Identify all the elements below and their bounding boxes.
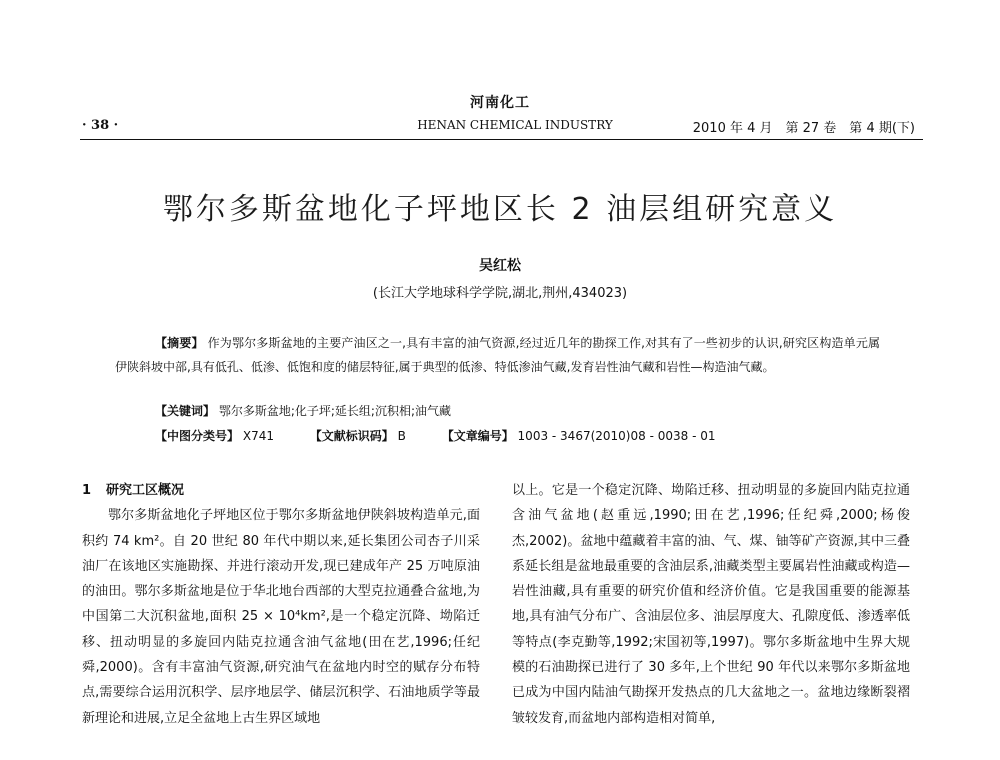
clc-value: X741 [242,429,274,443]
article-number-value: 1003 - 3467(2010)08 - 0038 - 01 [517,429,716,443]
classification-line [155,427,715,444]
section-title: 研究工区概况 [106,483,185,498]
left-column [82,478,480,731]
doc-code-value: B [397,429,406,443]
article-title: 鄂尔多斯盆地化子坪地区长 2 油层组研究意义 [162,192,838,227]
author-name: 吴红松 [479,258,521,274]
clc-label: 【中图分类号】 [155,429,240,443]
body-paragraph-right: 以上。它是一个稳定沉降、坳陷迁移、扭动明显的多旋回内陆克拉通含油气盆地(赵重远,1990;田在艺,1996;任纪舜,2000;杨俊杰,2002)。盆地中蕴藏着丰富的油、气、煤、铀等矿产资源,其中三叠系延长组是盆地最重要的含油层系,油藏类型主要属岩性油藏或构造—岩性油藏,具有重要的研究价值和经济价值。它是我国重要的能源基地,具有油气分布广、含油层位多、油层厚度大、孔隙度低、渗透率低等特点(李克勤等,1992;宋国初等,1997)。鄂尔多斯盆地中生界大规模的石油勘探已进行了 30 多年,上个世纪 90 年代以来鄂尔多斯盆地已成为中国内陆油气勘探开发热点的几大盆地之一。盆地边缘断裂褶皱较发育,而盆地内部构造相对简单, [512,483,910,726]
keywords [155,402,451,419]
issue-info: 2010 年 4 月 第 27 卷 第 4 期(下) [692,121,915,136]
abstract-label: 【摘要】 [155,336,204,350]
section-number: 1 [82,483,92,498]
page-number: · 38 · [82,118,119,133]
journal-name-en: HENAN CHEMICAL INDUSTRY [417,118,613,132]
section-heading [82,478,480,503]
header-rule [80,139,923,140]
doc-code-label: 【文献标识码】 [309,429,394,443]
keywords-text: 鄂尔多斯盆地;化子坪;延长组;沉积相;油气藏 [218,404,452,418]
abstract [115,331,880,379]
author-affiliation: (长江大学地球科学学院,湖北,荆州,434023) [372,286,628,301]
right-column [512,478,910,731]
article-number-label: 【文章编号】 [441,429,514,443]
abstract-text: 作为鄂尔多斯盆地的主要产油区之一,具有丰富的油气资源,经过近几年的勘探工作,对其有了一些初步的认识,研究区构造单元属伊陕斜坡中部,具有低孔、低渗、低饱和度的储层特征,属于典型的低渗、特低渗油气藏,发育岩性油气藏和岩性—构造油气藏。 [115,336,880,374]
keywords-label: 【关键词】 [155,404,216,418]
body-paragraph-left: 鄂尔多斯盆地化子坪地区位于鄂尔多斯盆地伊陕斜坡构造单元,面积约 74 km²。自 20 世纪 80 年代中期以来,延长集团公司杏子川采油厂在该地区实施勘探、并进行滚动开发,现已建成年产 25 万吨原油的油田。鄂尔多斯盆地是位于华北地台西部的大型克拉通叠合盆地,为中国第二大沉积盆地,面积 25 × 10⁴km²,是一个稳定沉降、坳陷迁移、扭动明显的多旋回内陆克拉通含油气盆地(田在艺,1996;任纪舜,2000)。含有丰富油气资源,研究油气在盆地内时空的赋存分布特点,需要综合运用沉积学、层序地层学、储层沉积学、石油地质学等最新理论和进展,立足全盆地上古生界区域地 [82,508,480,726]
journal-name-cn: 河南化工 [470,95,530,111]
